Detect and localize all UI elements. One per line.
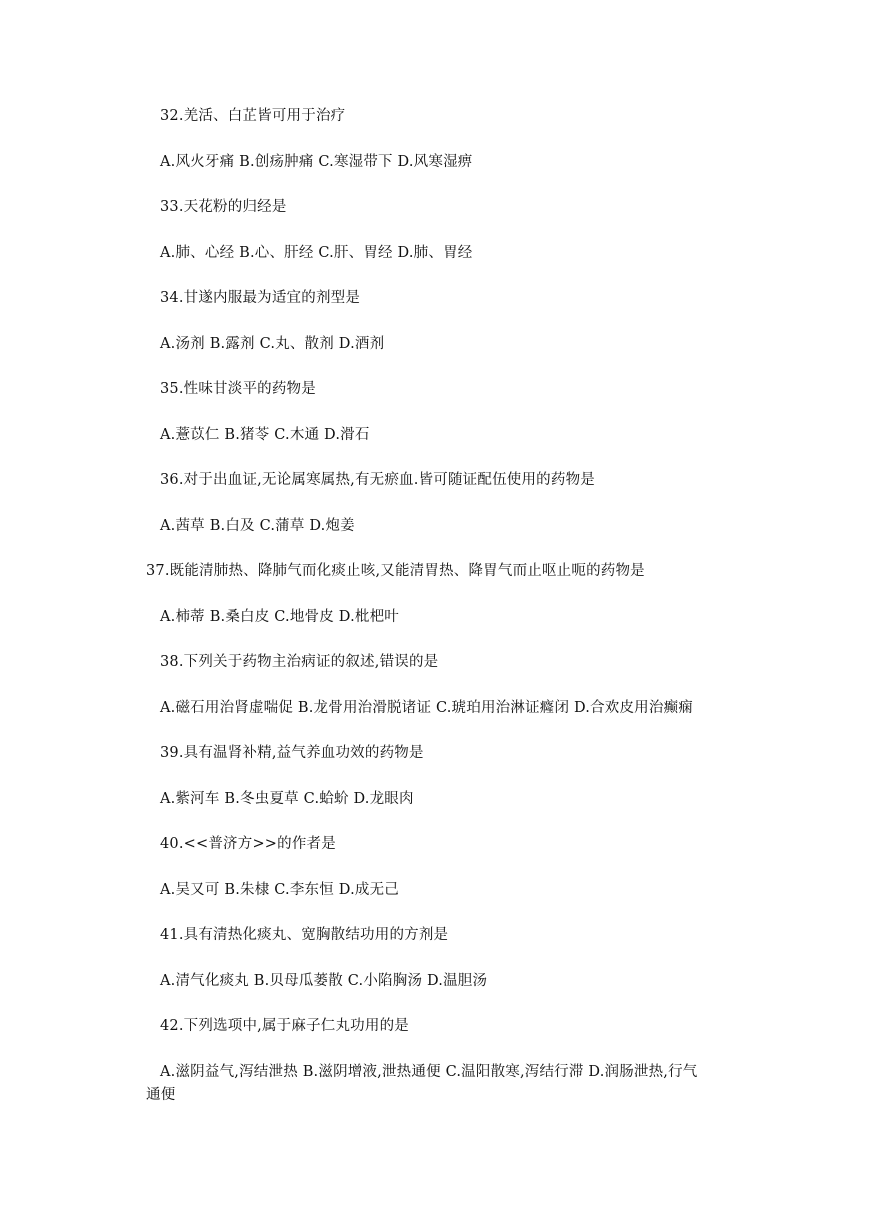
question-options: A.紫河车 B.冬虫夏草 C.蛤蚧 D.龙眼肉 (160, 791, 414, 807)
question-stem: 33.天花粉的归经是 (160, 199, 287, 215)
question-options: A.薏苡仁 B.猪苓 C.木通 D.滑石 (160, 427, 370, 443)
question-options: A.磁石用治肾虚喘促 B.龙骨用治滑脱诸证 C.琥珀用治淋证癃闭 D.合欢皮用治癫痫 (160, 700, 693, 716)
question-options: A.汤剂 B.露剂 C.丸、散剂 D.酒剂 (160, 336, 385, 352)
question-options: A.滋阴益气,泻结泄热 B.滋阴增液,泄热通便 C.温阳散寒,泻结行滞 D.润肠泄热,行气 (160, 1064, 698, 1080)
question-stem: 41.具有清热化痰丸、宽胸散结功用的方剂是 (160, 927, 449, 943)
question-stem: 32.羌活、白芷皆可用于治疗 (160, 108, 346, 124)
question-options-continued: 通便 (146, 1087, 176, 1103)
question-options: A.风火牙痛 B.创疡肿痛 C.寒湿带下 D.风寒湿痹 (160, 154, 473, 170)
question-options: A.茜草 B.白及 C.蒲草 D.炮姜 (160, 518, 355, 534)
question-stem: 39.具有温肾补精,益气养血功效的药物是 (160, 745, 424, 761)
question-options: A.清气化痰丸 B.贝母瓜蒌散 C.小陷胸汤 D.温胆汤 (160, 973, 488, 989)
question-options: A.吴又可 B.朱棣 C.李东恒 D.成无己 (160, 882, 399, 898)
question-stem: 42.下列选项中,属于麻子仁丸功用的是 (160, 1018, 409, 1034)
question-stem: 34.甘遂内服最为适宜的剂型是 (160, 290, 361, 306)
question-stem: 35.性味甘淡平的药物是 (160, 381, 316, 397)
question-options: A.肺、心经 B.心、肝经 C.肝、胃经 D.肺、胃经 (160, 245, 473, 261)
question-stem: 36.对于出血证,无论属寒属热,有无瘀血.皆可随证配伍使用的药物是 (160, 472, 595, 488)
question-stem: 40.<<普济方>>的作者是 (160, 836, 336, 852)
question-stem: 38.下列关于药物主治病证的叙述,错误的是 (160, 654, 439, 670)
question-options: A.柿蒂 B.桑白皮 C.地骨皮 D.枇杷叶 (160, 609, 399, 625)
question-stem: 37.既能清肺热、降肺气而化痰止咳,又能清胃热、降胃气而止呕止呃的药物是 (146, 563, 645, 579)
